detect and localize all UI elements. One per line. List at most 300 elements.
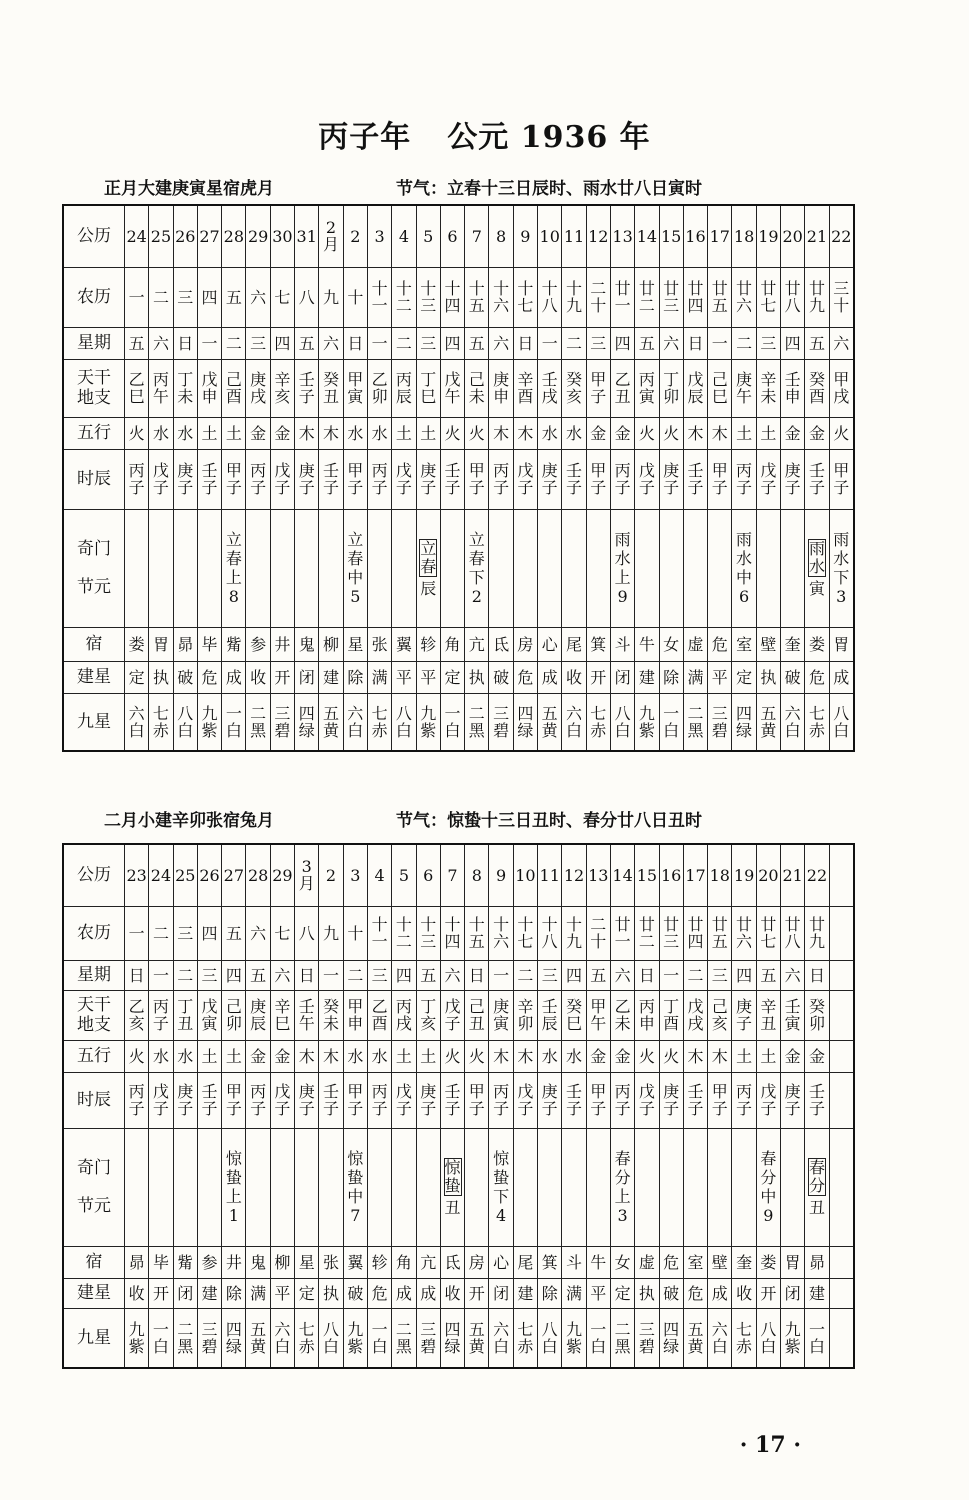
cell-jiuxing: 二黑 [465,693,489,751]
cell-gongli: 18 [732,205,756,267]
cell-xiu: 危 [708,627,732,661]
cell-jiuxing: 二黑 [392,1308,416,1368]
cell-wuxing: 金 [781,417,805,449]
cell-gongli: 11 [538,844,562,906]
cell-jianxing: 执 [149,661,173,693]
cell-gongli: 14 [635,205,659,267]
cell-ganzhi: 丙午 [149,359,173,417]
row-jiuxing [63,693,854,751]
cell-shichen: 丙子 [246,1072,270,1128]
cell-qimen [197,1128,221,1246]
cell-xiu: 娄 [805,627,829,661]
cell-xiu: 井 [270,627,294,661]
cell-wuxing: 土 [197,417,221,449]
cell-shichen: 甲子 [465,449,489,509]
cell-xiu: 翼 [343,1246,367,1278]
cell-xingqi: 四 [222,960,246,990]
cell-qimen: 立春上8 [222,509,246,627]
cell-jianxing: 破 [173,661,197,693]
cell-xingqi: 二 [343,960,367,990]
cell-xingqi: 二 [732,327,756,359]
cell-shichen: 甲子 [708,1072,732,1128]
cell-shichen: 庚子 [416,449,440,509]
cell-jiuxing: 七赤 [732,1308,756,1368]
cell-qimen [173,509,197,627]
cell-xingqi: 一 [149,960,173,990]
cell-shichen: 庚子 [659,449,683,509]
cell-xiu: 氐 [489,627,513,661]
row-label-jiuxing: 九星 [63,693,125,751]
cell-ganzhi: 癸巳 [562,990,586,1040]
row-shichen [63,449,854,509]
cell-xingqi: 日 [513,327,537,359]
cell-xiu: 心 [489,1246,513,1278]
cell-xingqi: 六 [610,960,634,990]
cell-xiu: 胃 [829,627,854,661]
cell-shichen: 丙子 [125,1072,149,1128]
cell-xiu: 轸 [367,1246,391,1278]
cell-qimen [125,509,149,627]
cell-qimen [416,1128,440,1246]
row-wuxing [63,417,854,449]
cell-jiuxing: 一白 [586,1308,610,1368]
cell-xiu: 虚 [683,627,707,661]
cell-nongli: 二十 [586,906,610,960]
cell-gongli: 12 [586,205,610,267]
cell-wuxing: 金 [805,1040,829,1072]
cell-shichen: 壬子 [440,1072,464,1128]
cell-xiu: 井 [222,1246,246,1278]
row-jianxing [63,1278,854,1308]
cell-gongli: 9 [513,205,537,267]
cell-nongli: 廿六 [732,906,756,960]
cell-xingqi: 五 [246,960,270,990]
cell-ganzhi: 庚子 [732,990,756,1040]
row-qimen [63,1128,854,1246]
row-jiuxing [63,1308,854,1368]
cell-ganzhi: 甲午 [586,990,610,1040]
cell-nongli: 九 [319,906,343,960]
cell-shichen: 戊子 [270,449,294,509]
cell-jianxing: 执 [635,1278,659,1308]
cell-jianxing: 平 [416,661,440,693]
cell-xiu: 室 [683,1246,707,1278]
cell-shichen: 壬子 [683,1072,707,1128]
cell-gongli: 4 [392,205,416,267]
cell-xingqi: 三 [367,960,391,990]
cell-jianxing: 闭 [295,661,319,693]
cell-qimen: 雨水中6 [732,509,756,627]
cell-ganzhi: 庚寅 [489,990,513,1040]
cell-xingqi: 四 [270,327,294,359]
cell-xingqi: 六 [149,327,173,359]
cell-jiuxing: 九紫 [562,1308,586,1368]
cell-wuxing: 土 [756,417,780,449]
cell-gongli: 22 [829,205,854,267]
cell-jianxing: 成 [829,661,854,693]
page-title [0,112,969,156]
cell-shichen: 庚子 [173,1072,197,1128]
cell-nongli: 廿九 [805,906,829,960]
cell-xingqi: 六 [270,960,294,990]
cell-shichen: 丙子 [489,449,513,509]
cell-ganzhi: 乙亥 [125,990,149,1040]
calendar-table-month-2 [62,843,855,1369]
cell-ganzhi: 乙未 [610,990,634,1040]
cell-ganzhi: 癸未 [319,990,343,1040]
cell-jianxing: 成 [538,661,562,693]
cell-jiuxing: 六白 [270,1308,294,1368]
cell-qimen [295,1128,319,1246]
cell-xingqi: 五 [295,327,319,359]
cell-gongli: 11 [562,205,586,267]
cell-qimen [513,1128,537,1246]
cell-nongli: 十九 [562,906,586,960]
cell-nongli: 十二 [392,906,416,960]
cell-qimen [270,509,294,627]
cell-jianxing: 成 [392,1278,416,1308]
cell-nongli: 十七 [513,267,537,327]
cell-nongli: 二十 [586,267,610,327]
cell-wuxing: 金 [610,417,634,449]
cell-xiu: 角 [392,1246,416,1278]
cell-shichen: 戊子 [392,1072,416,1128]
cell-jianxing: 除 [659,661,683,693]
cell-ganzhi: 戊午 [440,359,464,417]
cell-nongli: 十 [343,267,367,327]
cell-ganzhi: 甲子 [586,359,610,417]
title-ganzhi: 丙子年 [318,120,412,155]
cell-jiuxing: 三碧 [197,1308,221,1368]
cell-xiu: 翼 [392,627,416,661]
cell-wuxing: 水 [343,1040,367,1072]
cell-qimen [392,1128,416,1246]
cell-jiuxing: 九紫 [125,1308,149,1368]
cell-xiu: 娄 [125,627,149,661]
cell-jiuxing: 五黄 [683,1308,707,1368]
cell-jianxing: 闭 [610,661,634,693]
row-jianxing [63,661,854,693]
cell-empty [829,1246,854,1278]
cell-shichen: 壬子 [319,1072,343,1128]
cell-jiuxing: 九紫 [197,693,221,751]
cell-ganzhi: 壬戌 [538,359,562,417]
cell-qimen [173,1128,197,1246]
cell-jiuxing: 七赤 [149,693,173,751]
cell-jiuxing: 七赤 [513,1308,537,1368]
cell-nongli: 二 [149,906,173,960]
cell-qimen [683,1128,707,1246]
cell-xingqi: 五 [125,327,149,359]
cell-gongli: 27 [197,205,221,267]
cell-jianxing: 成 [416,1278,440,1308]
cell-xingqi: 日 [635,960,659,990]
cell-gongli: 2 [343,205,367,267]
cell-jiuxing: 二黑 [173,1308,197,1368]
calendar-table-month-1 [62,204,855,752]
cell-nongli: 五 [222,267,246,327]
row-label-nongli: 农历 [63,267,125,327]
cell-jianxing: 平 [392,661,416,693]
cell-ganzhi: 乙卯 [367,359,391,417]
cell-empty [829,960,854,990]
cell-gongli: 3 [343,844,367,906]
cell-jianxing: 危 [683,1278,707,1308]
cell-nongli: 二 [149,267,173,327]
cell-gongli: 25 [149,205,173,267]
month-header-1 [104,174,864,199]
cell-ganzhi: 癸亥 [562,359,586,417]
cell-jiuxing: 一白 [805,1308,829,1368]
row-xingqi [63,960,854,990]
cell-shichen: 庚子 [295,1072,319,1128]
cell-gongli: 29 [270,844,294,906]
cell-xiu: 心 [538,627,562,661]
cell-ganzhi: 壬申 [781,359,805,417]
cell-xiu: 牛 [635,627,659,661]
cell-jiuxing: 三碧 [416,1308,440,1368]
cell-wuxing: 水 [343,417,367,449]
cell-jiuxing: 三碧 [270,693,294,751]
cell-shichen: 庚子 [295,449,319,509]
cell-nongli: 四 [197,267,221,327]
cell-qimen: 雨水上9 [610,509,634,627]
cell-gongli: 15 [659,205,683,267]
cell-jiuxing: 九紫 [416,693,440,751]
row-nongli [63,267,854,327]
row-xiu [63,1246,854,1278]
cell-ganzhi: 丙子 [149,990,173,1040]
cell-empty [829,1040,854,1072]
cell-empty [829,1128,854,1246]
row-shichen [63,1072,854,1128]
cell-shichen: 庚子 [173,449,197,509]
cell-xingqi: 一 [319,960,343,990]
cell-shichen: 甲子 [586,449,610,509]
cell-gongli: 10 [513,844,537,906]
cell-qimen [440,509,464,627]
cell-jianxing: 满 [367,661,391,693]
cell-xiu: 娄 [756,1246,780,1278]
cell-jianxing: 开 [756,1278,780,1308]
cell-wuxing: 金 [270,417,294,449]
cell-gongli: 16 [659,844,683,906]
cell-wuxing: 火 [440,417,464,449]
cell-jiuxing: 八白 [392,693,416,751]
cell-wuxing: 金 [586,1040,610,1072]
cell-shichen: 戊子 [635,449,659,509]
cell-xiu: 氐 [440,1246,464,1278]
cell-jianxing: 开 [586,661,610,693]
cell-ganzhi: 戊子 [440,990,464,1040]
cell-xingqi: 二 [513,960,537,990]
cell-jiuxing: 三碧 [635,1308,659,1368]
cell-nongli: 四 [197,906,221,960]
cell-ganzhi: 戊申 [197,359,221,417]
cell-wuxing: 木 [319,1040,343,1072]
cell-ganzhi: 乙巳 [125,359,149,417]
cell-xiu: 轸 [416,627,440,661]
cell-shichen: 壬子 [562,449,586,509]
cell-xiu: 毕 [149,1246,173,1278]
cell-jianxing: 成 [222,661,246,693]
cell-shichen: 戊子 [756,1072,780,1128]
cell-jiuxing: 一白 [149,1308,173,1368]
cell-empty [829,1308,854,1368]
row-xingqi [63,327,854,359]
cell-wuxing: 木 [708,417,732,449]
cell-jiuxing: 五黄 [465,1308,489,1368]
cell-qimen [125,1128,149,1246]
cell-ganzhi: 己酉 [222,359,246,417]
cell-shichen: 庚子 [781,1072,805,1128]
cell-ganzhi: 己未 [465,359,489,417]
cell-shichen: 丙子 [610,449,634,509]
cell-xingqi: 一 [708,327,732,359]
cell-shichen: 丙子 [732,449,756,509]
cell-jiuxing: 四绿 [513,693,537,751]
cell-gongli: 20 [756,844,780,906]
cell-qimen: 立春 辰 [416,509,440,627]
cell-gongli: 26 [173,205,197,267]
cell-jianxing: 破 [489,661,513,693]
cell-shichen: 甲子 [343,449,367,509]
cell-jianxing: 破 [781,661,805,693]
cell-xingqi: 四 [562,960,586,990]
cell-nongli: 十三 [416,906,440,960]
cell-shichen: 戊子 [513,1072,537,1128]
cell-nongli: 廿七 [756,906,780,960]
cell-jiuxing: 八白 [173,693,197,751]
cell-empty [829,906,854,960]
cell-wuxing: 木 [319,417,343,449]
cell-xiu: 觜 [173,1246,197,1278]
cell-jianxing: 执 [465,661,489,693]
cell-wuxing: 土 [197,1040,221,1072]
cell-xingqi: 三 [538,960,562,990]
cell-xiu: 女 [659,627,683,661]
cell-xiu: 虚 [635,1246,659,1278]
cell-jiuxing: 三碧 [489,693,513,751]
cell-nongli: 一 [125,906,149,960]
cell-qimen: 惊蛰上1 [222,1128,246,1246]
cell-nongli: 十二 [392,267,416,327]
row-label-qimen: 奇门节元 [63,509,125,627]
cell-jiuxing: 二黑 [683,693,707,751]
cell-wuxing: 水 [538,1040,562,1072]
cell-jianxing: 闭 [781,1278,805,1308]
cell-jiuxing: 四绿 [659,1308,683,1368]
cell-qimen [246,1128,270,1246]
row-label-nongli: 农历 [63,906,125,960]
cell-ganzhi: 辛巳 [270,990,294,1040]
cell-jiuxing: 一白 [367,1308,391,1368]
row-label-xiu: 宿 [63,627,125,661]
cell-xiu: 星 [295,1246,319,1278]
cell-nongli: 十四 [440,906,464,960]
cell-jianxing: 建 [635,661,659,693]
cell-xiu: 箕 [538,1246,562,1278]
cell-qimen [659,509,683,627]
cell-xingqi: 三 [756,327,780,359]
cell-qimen [708,509,732,627]
cell-jianxing: 危 [197,661,221,693]
cell-xingqi: 五 [635,327,659,359]
cell-ganzhi: 丁亥 [416,990,440,1040]
month-header-2 [104,806,864,831]
cell-wuxing: 土 [222,1040,246,1072]
page-number: · 17 · [739,1432,801,1458]
cell-gongli: 9 [489,844,513,906]
cell-wuxing: 土 [222,417,246,449]
cell-xiu: 张 [367,627,391,661]
cell-nongli: 三 [173,267,197,327]
cell-gongli: 12 [562,844,586,906]
cell-xingqi: 六 [319,327,343,359]
cell-wuxing: 土 [732,1040,756,1072]
cell-shichen: 戊子 [149,1072,173,1128]
cell-jiuxing: 七赤 [586,693,610,751]
cell-wuxing: 火 [829,417,854,449]
row-gongli [63,844,854,906]
cell-gongli: 3月 [295,844,319,906]
cell-xiu: 危 [659,1246,683,1278]
row-label-xingqi: 星期 [63,960,125,990]
cell-jiuxing: 七赤 [295,1308,319,1368]
cell-nongli: 七 [270,267,294,327]
cell-wuxing: 火 [659,417,683,449]
cell-shichen: 丙子 [367,1072,391,1128]
cell-ganzhi: 丙戌 [392,990,416,1040]
row-ganzhi [63,990,854,1040]
cell-gongli: 17 [683,844,707,906]
cell-ganzhi: 壬寅 [781,990,805,1040]
cell-gongli: 18 [708,844,732,906]
cell-wuxing: 水 [149,1040,173,1072]
cell-nongli: 六 [246,267,270,327]
cell-nongli: 廿一 [610,906,634,960]
cell-qimen [367,1128,391,1246]
cell-xiu: 女 [610,1246,634,1278]
cell-jianxing: 定 [732,661,756,693]
cell-jiuxing: 一白 [222,693,246,751]
cell-jianxing: 除 [538,1278,562,1308]
cell-jiuxing: 九紫 [343,1308,367,1368]
row-label-gongli: 公历 [63,205,125,267]
cell-jianxing: 除 [343,661,367,693]
cell-nongli: 十六 [489,267,513,327]
cell-jianxing: 定 [295,1278,319,1308]
cell-qimen [465,1128,489,1246]
cell-xingqi: 一 [489,960,513,990]
cell-ganzhi: 丁卯 [659,359,683,417]
cell-xingqi: 二 [392,327,416,359]
cell-ganzhi: 己亥 [708,990,732,1040]
cell-gongli: 28 [222,205,246,267]
cell-xingqi: 五 [586,960,610,990]
cell-qimen [319,509,343,627]
cell-nongli: 廿三 [659,906,683,960]
cell-nongli: 廿四 [683,267,707,327]
cell-ganzhi: 辛亥 [270,359,294,417]
cell-ganzhi: 丙寅 [635,359,659,417]
cell-xiu: 参 [246,627,270,661]
cell-nongli: 廿四 [683,906,707,960]
cell-jiuxing: 四绿 [295,693,319,751]
cell-qimen [367,509,391,627]
cell-xingqi: 六 [440,960,464,990]
cell-wuxing: 金 [781,1040,805,1072]
